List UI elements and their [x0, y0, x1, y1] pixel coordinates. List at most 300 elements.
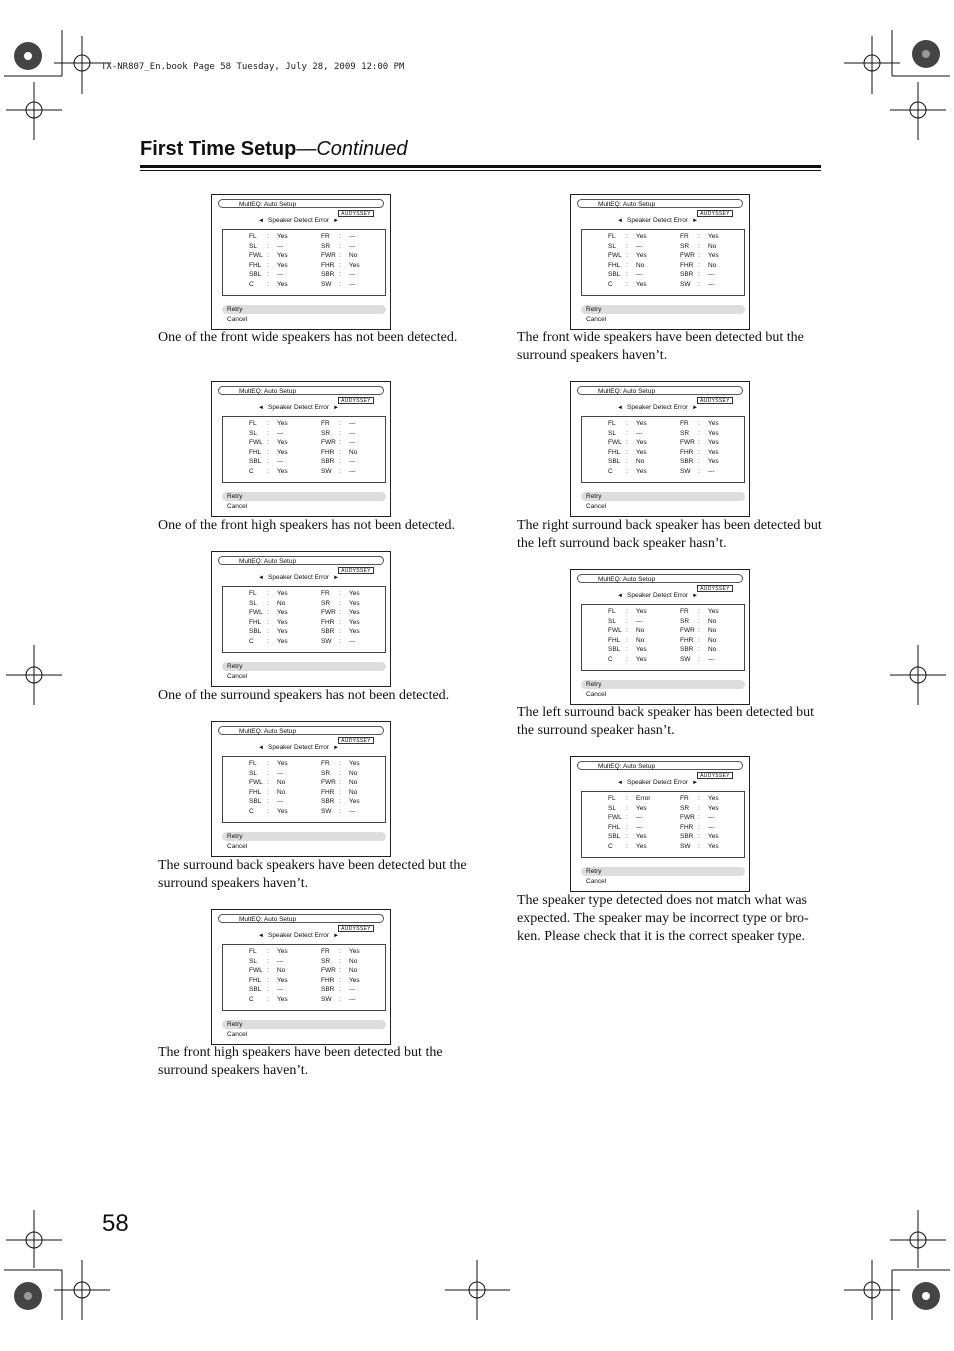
- colon: :: [339, 996, 341, 1003]
- speaker-row: [582, 805, 744, 814]
- screen-title: MultEQ: Auto Setup: [598, 388, 656, 395]
- colon: :: [698, 823, 700, 831]
- cancel-button[interactable]: Cancel: [227, 673, 248, 680]
- speaker-status: Yes: [277, 448, 288, 456]
- speaker-status: Yes: [636, 420, 647, 427]
- speaker-name: FWR: [321, 252, 336, 260]
- speaker-name: SR: [680, 429, 690, 437]
- colon: :: [339, 458, 341, 466]
- colon: :: [339, 769, 341, 777]
- speaker-status: No: [636, 261, 645, 269]
- speaker-status: Yes: [277, 628, 288, 636]
- screen-title-bar: [218, 199, 384, 208]
- screen-title-bar: [577, 574, 743, 583]
- colon: :: [267, 808, 269, 815]
- colon: :: [339, 976, 341, 984]
- colon: :: [267, 458, 269, 466]
- speaker-status: Yes: [636, 833, 647, 841]
- speaker-name: FR: [680, 233, 689, 240]
- speaker-status: ---: [636, 429, 643, 437]
- colon: :: [698, 448, 700, 456]
- speaker-name: C: [249, 281, 254, 288]
- speaker-row: [582, 795, 744, 804]
- cancel-button[interactable]: Cancel: [227, 503, 248, 510]
- colon: :: [339, 599, 341, 607]
- retry-button[interactable]: [222, 832, 386, 841]
- speaker-status: ---: [349, 468, 356, 475]
- speaker-status: ---: [277, 798, 284, 806]
- colon: :: [698, 608, 700, 615]
- speaker-name: FWL: [608, 627, 622, 635]
- colon: :: [626, 656, 628, 663]
- colon: :: [698, 458, 700, 466]
- audyssey-logo: AUDYSSEY: [697, 585, 733, 592]
- speaker-name: FHL: [608, 261, 621, 269]
- setup-screen: [211, 551, 391, 687]
- speaker-name: C: [249, 638, 254, 645]
- left-arrow-icon: ◄: [617, 780, 623, 786]
- speaker-row: [582, 252, 744, 261]
- left-arrow-icon: ◄: [258, 933, 264, 939]
- colon: :: [698, 261, 700, 269]
- heading-rule-thin: [140, 170, 821, 171]
- speaker-name: C: [249, 996, 254, 1003]
- speaker-name: FWL: [608, 439, 622, 447]
- colon: :: [267, 967, 269, 975]
- colon: :: [267, 281, 269, 288]
- speaker-name: SL: [608, 242, 616, 250]
- colon: :: [626, 281, 628, 288]
- speaker-table: [581, 416, 745, 483]
- colon: :: [339, 618, 341, 626]
- speaker-row: [223, 760, 385, 769]
- speaker-row: [223, 770, 385, 779]
- speaker-table: [222, 586, 386, 653]
- speaker-status: Yes: [708, 233, 719, 240]
- screen-title-bar: [218, 726, 384, 735]
- colon: :: [267, 439, 269, 447]
- speaker-row: [223, 779, 385, 788]
- speaker-row: [582, 449, 744, 458]
- retry-button[interactable]: [581, 680, 745, 689]
- screen-title-bar: [577, 386, 743, 395]
- speaker-status: No: [708, 646, 717, 654]
- speaker-status: Yes: [349, 948, 360, 955]
- colon: :: [267, 628, 269, 636]
- speaker-name: FWR: [321, 609, 336, 617]
- speaker-row: [582, 627, 744, 636]
- colon: :: [339, 967, 341, 975]
- speaker-table: [581, 229, 745, 296]
- speaker-name: SW: [321, 808, 332, 815]
- retry-label: Retry: [586, 868, 602, 875]
- cancel-button[interactable]: Cancel: [586, 316, 607, 323]
- right-arrow-icon: ►: [692, 405, 699, 411]
- speaker-status: ---: [349, 439, 356, 447]
- colon: :: [267, 638, 269, 645]
- speaker-name: SL: [249, 242, 257, 250]
- left-arrow-icon: ◄: [258, 575, 264, 581]
- colon: :: [698, 636, 700, 644]
- screen-title: MultEQ: Auto Setup: [239, 558, 297, 565]
- speaker-row: [582, 824, 744, 833]
- speaker-status: No: [636, 636, 645, 644]
- speaker-row: [223, 977, 385, 986]
- speaker-status: Yes: [708, 439, 719, 447]
- screen-caption: One of the surround speakers has not been detected.: [158, 688, 450, 703]
- speaker-status: Yes: [277, 468, 288, 475]
- cancel-button[interactable]: Cancel: [227, 843, 248, 850]
- colon: :: [626, 843, 628, 850]
- speaker-status: Yes: [277, 996, 288, 1003]
- speaker-name: SR: [321, 599, 331, 607]
- screen-caption: The right surround back speaker has been detected but the left surround back speaker hasn’t.: [517, 518, 822, 551]
- colon: :: [626, 242, 628, 250]
- setup-screen: [211, 909, 391, 1045]
- speaker-name: SBR: [680, 833, 694, 841]
- speaker-row: [223, 243, 385, 252]
- audyssey-logo: AUDYSSEY: [338, 210, 374, 217]
- speaker-row: [582, 420, 744, 429]
- speaker-status: Yes: [277, 281, 288, 288]
- colon: :: [267, 760, 269, 767]
- speaker-name: C: [608, 468, 613, 475]
- screen-title-bar: [218, 556, 384, 565]
- heading-rule: [140, 165, 821, 168]
- colon: :: [339, 271, 341, 279]
- colon: :: [339, 788, 341, 796]
- speaker-status: ---: [349, 242, 356, 250]
- right-arrow-icon: ►: [692, 780, 699, 786]
- retry-button[interactable]: [222, 662, 386, 671]
- speaker-status: Yes: [277, 233, 288, 240]
- colon: :: [267, 261, 269, 269]
- speaker-row: [223, 449, 385, 458]
- speaker-name: SW: [321, 996, 332, 1003]
- speaker-status: No: [636, 458, 645, 466]
- speaker-status: Yes: [277, 760, 288, 767]
- speaker-name: SBL: [249, 271, 262, 279]
- speaker-name: FWR: [680, 814, 695, 822]
- colon: :: [339, 760, 341, 767]
- speaker-status: Yes: [636, 468, 647, 475]
- screen-caption: The front high speakers have been detected but the surround speakers haven’t.: [158, 1045, 443, 1078]
- speaker-name: FHL: [249, 788, 262, 796]
- speaker-status: ---: [349, 233, 356, 240]
- colon: :: [698, 420, 700, 427]
- speaker-row: [223, 233, 385, 242]
- nav-text: Speaker Detect Error: [268, 574, 330, 581]
- speaker-status: No: [349, 957, 358, 965]
- speaker-name: SR: [321, 769, 331, 777]
- file-slug: TX-NR807_En.book Page 58 Tuesday, July 28, 2009 12:00 PM: [101, 62, 405, 72]
- speaker-status: ---: [349, 420, 356, 427]
- speaker-status: Yes: [349, 798, 360, 806]
- speaker-status: No: [708, 636, 717, 644]
- colon: :: [626, 429, 628, 437]
- retry-button[interactable]: [222, 492, 386, 501]
- heading-continued: —Continued: [296, 138, 408, 160]
- audyssey-logo: AUDYSSEY: [697, 772, 733, 779]
- screen-title: MultEQ: Auto Setup: [598, 201, 656, 208]
- colon: :: [267, 996, 269, 1003]
- right-arrow-icon: ►: [333, 745, 340, 751]
- speaker-status: Yes: [708, 795, 719, 802]
- speaker-name: FWL: [249, 252, 263, 260]
- right-arrow-icon: ►: [333, 218, 340, 224]
- colon: :: [267, 618, 269, 626]
- speaker-status: No: [708, 261, 717, 269]
- setup-screen: [570, 381, 750, 517]
- speaker-status: ---: [277, 429, 284, 437]
- speaker-name: FL: [249, 760, 257, 767]
- speaker-row: [223, 420, 385, 429]
- speaker-name: FL: [249, 948, 257, 955]
- colon: :: [698, 439, 700, 447]
- speaker-status: ---: [636, 271, 643, 279]
- speaker-row: [582, 430, 744, 439]
- speaker-name: FL: [249, 590, 257, 597]
- speaker-row: [223, 252, 385, 261]
- speaker-status: ---: [708, 823, 715, 831]
- screen-nav: [254, 217, 343, 224]
- speaker-status: Yes: [708, 843, 719, 850]
- cancel-button[interactable]: Cancel: [586, 691, 607, 698]
- retry-button[interactable]: [581, 305, 745, 314]
- page-number: 58: [102, 1210, 129, 1237]
- speaker-status: ---: [349, 996, 356, 1003]
- speaker-name: FHR: [680, 636, 694, 644]
- speaker-name: SBR: [321, 986, 335, 994]
- speaker-row: [582, 262, 744, 271]
- colon: :: [626, 261, 628, 269]
- speaker-row: [582, 439, 744, 448]
- speaker-status: ---: [349, 638, 356, 645]
- speaker-row: [582, 458, 744, 467]
- screen-title: MultEQ: Auto Setup: [239, 916, 297, 923]
- colon: :: [626, 271, 628, 279]
- colon: :: [626, 233, 628, 240]
- speaker-name: SBL: [608, 833, 621, 841]
- speaker-status: ---: [349, 458, 356, 466]
- cancel-button[interactable]: Cancel: [227, 1031, 248, 1038]
- colon: :: [339, 429, 341, 437]
- retry-button[interactable]: [581, 867, 745, 876]
- colon: :: [626, 833, 628, 841]
- speaker-row: [223, 271, 385, 280]
- setup-screen: [570, 756, 750, 892]
- colon: :: [267, 976, 269, 984]
- speaker-status: Yes: [277, 976, 288, 984]
- cancel-button[interactable]: Cancel: [227, 316, 248, 323]
- speaker-name: SL: [608, 429, 616, 437]
- speaker-row: [582, 656, 744, 665]
- speaker-name: SBR: [680, 646, 694, 654]
- setup-screen: [211, 721, 391, 857]
- speaker-name: FHL: [249, 261, 262, 269]
- screen-title-bar: [218, 386, 384, 395]
- speaker-name: FWL: [249, 609, 263, 617]
- speaker-status: ---: [349, 986, 356, 994]
- colon: :: [626, 636, 628, 644]
- colon: :: [339, 957, 341, 965]
- colon: :: [267, 957, 269, 965]
- speaker-row: [223, 798, 385, 807]
- speaker-name: C: [608, 656, 613, 663]
- colon: :: [339, 448, 341, 456]
- colon: :: [339, 468, 341, 475]
- speaker-name: C: [249, 468, 254, 475]
- speaker-name: SR: [321, 429, 331, 437]
- speaker-status: ---: [708, 468, 715, 475]
- retry-label: Retry: [227, 306, 243, 313]
- speaker-status: Yes: [636, 233, 647, 240]
- speaker-status: No: [708, 242, 717, 250]
- screen-title: MultEQ: Auto Setup: [598, 763, 656, 770]
- speaker-name: SBL: [249, 458, 262, 466]
- speaker-name: C: [608, 843, 613, 850]
- speaker-name: SW: [680, 843, 691, 850]
- speaker-status: Yes: [636, 656, 647, 663]
- screen-caption: The speaker type detected does not match what was expected. The speaker may be incorrect type or bro-ken. Please check that it is the correct speaker type.: [517, 893, 809, 944]
- colon: :: [267, 242, 269, 250]
- speaker-status: ---: [349, 429, 356, 437]
- colon: :: [267, 420, 269, 427]
- screen-title: MultEQ: Auto Setup: [239, 201, 297, 208]
- speaker-status: No: [636, 627, 645, 635]
- speaker-row: [582, 618, 744, 627]
- nav-text: Speaker Detect Error: [627, 404, 689, 411]
- speaker-status: No: [349, 788, 358, 796]
- speaker-status: Yes: [277, 420, 288, 427]
- setup-screen: [211, 194, 391, 330]
- speaker-name: SL: [608, 804, 616, 812]
- colon: :: [698, 627, 700, 635]
- speaker-name: FWR: [680, 252, 695, 260]
- speaker-name: FR: [321, 590, 330, 597]
- speaker-row: [582, 233, 744, 242]
- colon: :: [626, 458, 628, 466]
- colon: :: [267, 788, 269, 796]
- speaker-name: FL: [608, 608, 616, 615]
- speaker-status: Yes: [708, 608, 719, 615]
- screen-title: MultEQ: Auto Setup: [598, 576, 656, 583]
- colon: :: [267, 948, 269, 955]
- speaker-status: Yes: [636, 804, 647, 812]
- speaker-name: SL: [249, 599, 257, 607]
- speaker-status: Yes: [636, 843, 647, 850]
- left-arrow-icon: ◄: [258, 745, 264, 751]
- retry-button[interactable]: [581, 492, 745, 501]
- colon: :: [626, 627, 628, 635]
- speaker-name: FL: [249, 420, 257, 427]
- colon: :: [339, 628, 341, 636]
- right-arrow-icon: ►: [692, 218, 699, 224]
- retry-label: Retry: [227, 663, 243, 670]
- speaker-name: SBL: [608, 271, 621, 279]
- speaker-status: No: [277, 967, 286, 975]
- speaker-status: Error: [636, 795, 651, 802]
- screen-title-bar: [577, 761, 743, 770]
- cancel-button[interactable]: Cancel: [586, 503, 607, 510]
- screen-title: MultEQ: Auto Setup: [239, 388, 297, 395]
- retry-button[interactable]: [222, 305, 386, 314]
- colon: :: [267, 609, 269, 617]
- speaker-status: ---: [708, 814, 715, 822]
- retry-button[interactable]: [222, 1020, 386, 1029]
- speaker-row: [582, 271, 744, 280]
- screen-nav: [613, 404, 702, 411]
- screen-nav: [254, 744, 343, 751]
- colon: :: [626, 814, 628, 822]
- speaker-name: FHL: [249, 448, 262, 456]
- speaker-name: FHR: [321, 448, 335, 456]
- colon: :: [626, 795, 628, 802]
- retry-label: Retry: [586, 306, 602, 313]
- speaker-name: FWL: [249, 967, 263, 975]
- screen-nav: [254, 574, 343, 581]
- speaker-status: ---: [277, 458, 284, 466]
- left-arrow-icon: ◄: [258, 405, 264, 411]
- speaker-table: [222, 416, 386, 483]
- speaker-name: FR: [680, 420, 689, 427]
- speaker-row: [223, 600, 385, 609]
- speaker-status: ---: [708, 271, 715, 279]
- colon: :: [267, 599, 269, 607]
- speaker-status: Yes: [349, 599, 360, 607]
- speaker-name: SBR: [321, 271, 335, 279]
- colon: :: [698, 814, 700, 822]
- setup-screen: [570, 194, 750, 330]
- speaker-status: Yes: [636, 448, 647, 456]
- speaker-row: [223, 468, 385, 477]
- colon: :: [698, 656, 700, 663]
- colon: :: [698, 833, 700, 841]
- speaker-name: SW: [680, 468, 691, 475]
- speaker-status: Yes: [277, 638, 288, 645]
- speaker-status: Yes: [636, 281, 647, 288]
- speaker-row: [223, 958, 385, 967]
- screen-nav: [254, 404, 343, 411]
- retry-label: Retry: [227, 833, 243, 840]
- speaker-row: [582, 833, 744, 842]
- colon: :: [626, 617, 628, 625]
- speaker-name: FHR: [321, 788, 335, 796]
- speaker-name: FL: [608, 795, 616, 802]
- retry-label: Retry: [586, 681, 602, 688]
- right-arrow-icon: ►: [692, 593, 699, 599]
- colon: :: [267, 769, 269, 777]
- speaker-status: Yes: [349, 628, 360, 636]
- colon: :: [267, 429, 269, 437]
- speaker-table: [581, 791, 745, 858]
- nav-text: Speaker Detect Error: [627, 217, 689, 224]
- colon: :: [698, 468, 700, 475]
- speaker-status: ---: [277, 242, 284, 250]
- speaker-name: SR: [680, 617, 690, 625]
- cancel-button[interactable]: Cancel: [586, 878, 607, 885]
- speaker-status: Yes: [277, 609, 288, 617]
- speaker-name: SBR: [680, 271, 694, 279]
- speaker-status: No: [349, 252, 358, 260]
- speaker-status: Yes: [277, 948, 288, 955]
- colon: :: [698, 281, 700, 288]
- colon: :: [626, 608, 628, 615]
- screen-caption: The left surround back speaker has been detected but the surround speaker hasn’t.: [517, 705, 814, 738]
- speaker-status: Yes: [277, 590, 288, 597]
- speaker-status: ---: [277, 957, 284, 965]
- colon: :: [339, 609, 341, 617]
